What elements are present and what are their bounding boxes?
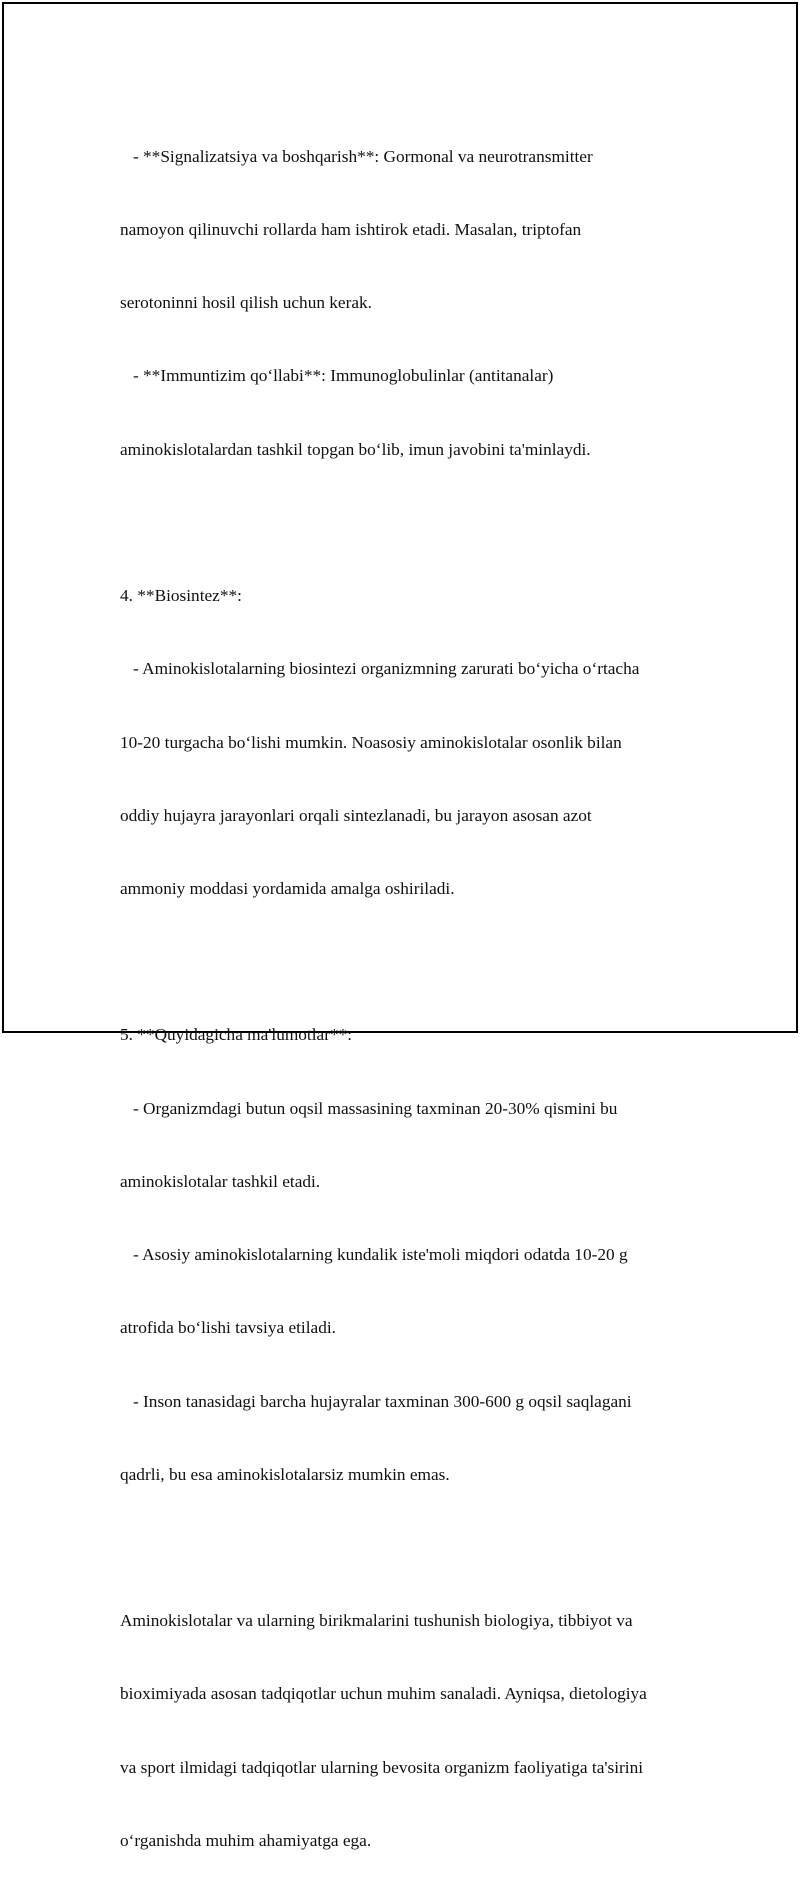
text-line: aminokislotalar tashkil etadi. [120,1171,321,1191]
section-heading: 4. **Biosintez**: [120,586,242,606]
section-heading: 5. **Quyidagicha ma'lumotlar**: [120,1025,353,1045]
text-line: - Asosiy aminokislotalarning kundalik iste'moli miqdori odatda 10-20 g [120,1245,628,1265]
paragraph-gap [120,950,710,974]
text-line: bioximiyada asosan tadqiqotlar uchun muhim sanaladi. Ayniqsa, dietologiya [120,1684,647,1704]
page-frame [2,2,798,1850]
text-line: - **Signalizatsiya va boshqarish**: Gormonal va neurotransmitter [120,146,593,166]
text-line: - **Immuntizim qo‘llabi**: Immunoglobulinlar (antitanalar) [120,366,554,386]
text-line: ammoniy moddasi yordamida amalga oshiriladi. [120,878,455,898]
paragraph-conclusion [120,1560,710,1902]
text-line: o‘rganishda muhim ahamiyatga ega. [120,1830,372,1850]
text-line: - Organizmdagi butun oqsil massasining taxminan 20-30% qismini bu [120,1098,618,1118]
text-line: oddiy hujayra jarayonlari orqali sintezlanadi, bu jarayon asosan azot [120,805,592,825]
paragraph-biosynthesis [120,535,710,950]
paragraph-signaling-immunity [120,96,710,511]
paragraph-gap [120,1536,710,1560]
text-line: namoyon qilinuvchi rollarda ham ishtirok etadi. Masalan, triptofan [120,220,582,240]
paragraph-gap [120,511,710,535]
text-line: - Inson tanasidagi barcha hujayralar taxminan 300-600 g oqsil saqlagani [120,1391,632,1411]
text-line: qadrli, bu esa aminokislotalarsiz mumkin emas. [120,1464,450,1484]
text-line: serotoninni hosil qilish uchun kerak. [120,293,372,313]
document-body [120,96,710,1902]
text-line: - Aminokislotalarning biosintezi organizmning zarurati bo‘yicha o‘rtacha [120,659,640,679]
text-line: va sport ilmidagi tadqiqotlar ularning bevosita organizm faoliyatiga ta'sirini [120,1757,644,1777]
text-line: Aminokislotalar va ularning birikmalarini tushunish biologiya, tibbiyot va [120,1611,633,1631]
text-line: 10-20 turgacha bo‘lishi mumkin. Noasosiy aminokislotalar osonlik bilan [120,732,622,752]
text-line: atrofida bo‘lishi tavsiya etiladi. [120,1318,336,1338]
paragraph-additional-info [120,975,710,1536]
text-line: aminokislotalardan tashkil topgan bo‘lib, imun javobini ta'minlaydi. [120,439,591,459]
